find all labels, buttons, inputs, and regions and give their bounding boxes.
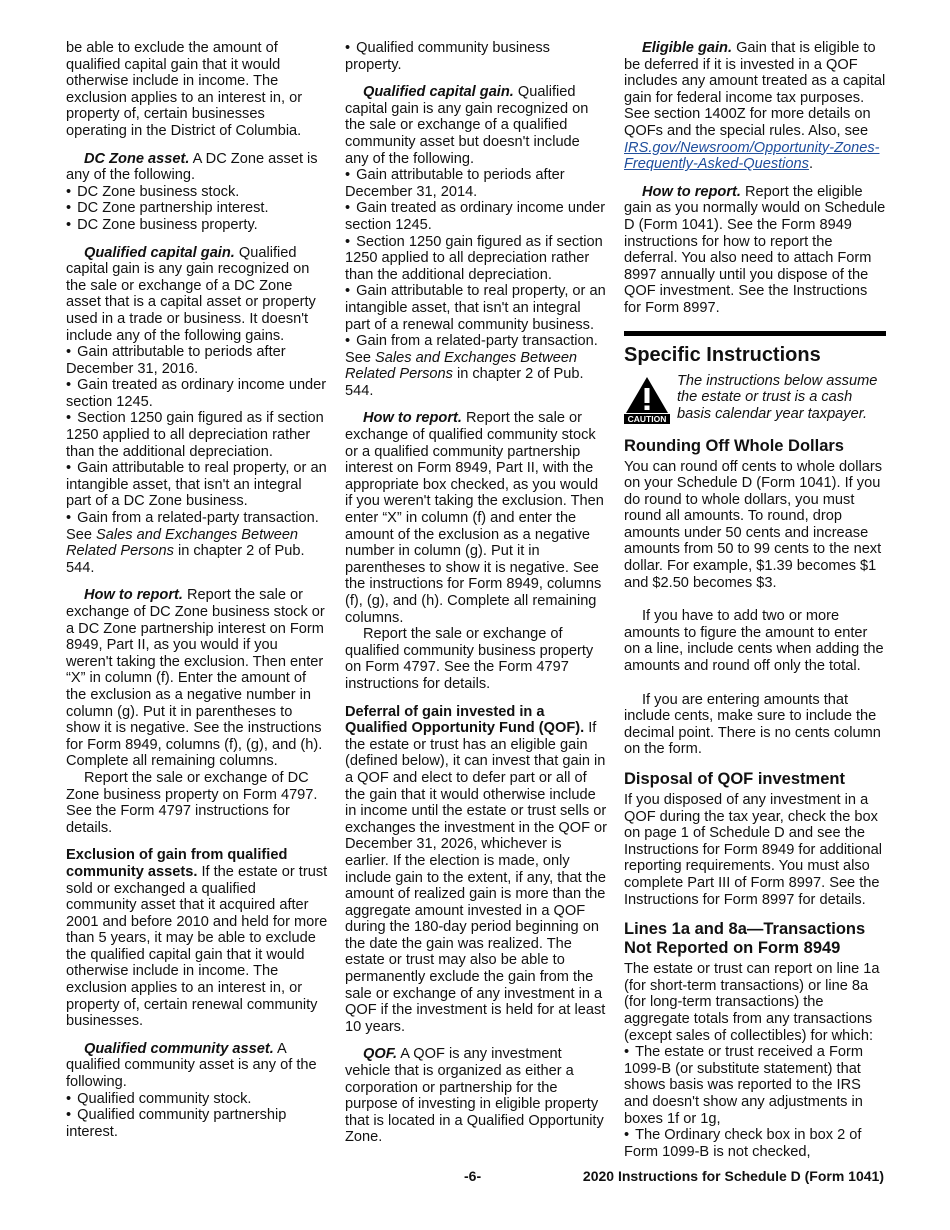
list-item [66, 217, 328, 234]
bullet-icon: • [66, 1090, 72, 1107]
page-number: -6- [464, 1168, 482, 1184]
bullet-icon: • [624, 1044, 630, 1061]
list-item-text: Gain from a related-party transaction. See [345, 333, 598, 366]
paragraph-text: A DC Zone asset is any of the following. [66, 150, 318, 184]
run-in-heading: QOF. [363, 1046, 398, 1063]
paragraph-how-to-report [66, 587, 328, 770]
bullet-icon: • [345, 283, 351, 300]
list-item [66, 377, 328, 410]
bullet-list [66, 344, 328, 576]
run-in-heading: Eligible gain. [642, 40, 733, 56]
paragraph-text: A qualified community asset is any of the following. [66, 1040, 317, 1091]
run-in-heading: Qualified community asset. [84, 1040, 274, 1057]
paragraph-text: If the estate or trust has an eligible gain (defined below), it can invest that gain in a QOF and elect to defer part or all of the gain that it would otherwise include in income until the estate or trust sells or exchanges the investment in the QOF or December 31, 2026, whichever is earlier. If the election is made, only include gain to the extent, if any, that the amount of realized gain is more than the aggregate amount invested in a QOF during the 180-day period beginning on the date the gain was realized. The estate or trust may also be able to permanently exclude the gain from the sale or exchange of any investment in a QOF if the investment is held for at least 10 years. [345, 720, 608, 1035]
paragraph-qof [345, 1046, 607, 1146]
list-item [345, 234, 607, 284]
list-item [66, 184, 328, 201]
list-item [66, 200, 328, 217]
column-2 [345, 40, 607, 1146]
paragraph-text: A QOF is any investment vehicle that is organized as either a corporation or partnership for the purpose of investing in eligible property that is located in a Qualified Opportunity Zone. [345, 1046, 604, 1146]
document-title-footer: 2020 Instructions for Schedule D (Form 1041) [582, 1168, 884, 1184]
bullet-list [66, 1091, 328, 1141]
run-in-heading: Qualified capital gain. [363, 84, 514, 101]
paragraph-text: Report the eligible gain as you normally would on Schedule D (Form 1041). See the Form 8949 instructions for how to report the deferral. You also need to attach Form 8997 annually until you dispose of the QOF investment. See the Instructions for Form 8997. [624, 183, 886, 316]
heading-disposal-of-qof: Disposal of QOF investment [624, 770, 845, 788]
heading-lines-1a-8a: Lines 1a and 8a—Transactions Not Reported on Form 8949 [624, 920, 866, 958]
list-item-text: DC Zone business stock. [77, 183, 240, 200]
publication-reference: Sales and Exchanges Between Related Persons [345, 349, 578, 383]
bullet-icon: • [345, 167, 351, 184]
bullet-list [66, 184, 328, 234]
paragraph-deferral-of-gain [345, 704, 607, 1036]
list-item-text: DC Zone partnership interest. [77, 200, 269, 217]
irs-opportunity-zones-link[interactable]: IRS.gov/Newsroom/Opportunity-Zones-Frequently-Asked-Questions [624, 139, 880, 173]
list-item-text: Gain attributable to real property, or an intangible asset, that isn't an integral part of a renewal community business. [345, 283, 606, 333]
paragraph-dc-zone-asset [66, 151, 328, 184]
paragraph: If you disposed of any investment in a QOF during the tax year, check the box on page 1 of Schedule D and see the Instructions for Form 8949 for additional reporting requirements. You must also complete Part III of Form 8997. See the Instructions for Form 8997 for details. [624, 792, 882, 908]
bullet-icon: • [66, 410, 72, 427]
paragraph-exclusion-of-gain [66, 847, 328, 1030]
bullet-icon: • [66, 377, 72, 394]
paragraph-text: Qualified capital gain is any gain recognized on the sale or exchange of a DC Zone asset that is a capital asset or property used in a trade or business. It doesn't include any of the following gains. [66, 244, 316, 344]
bullet-icon: • [66, 200, 72, 217]
list-item [624, 1044, 886, 1127]
list-item-text: Qualified community partnership interest. [66, 1107, 287, 1140]
list-item [66, 1107, 328, 1140]
paragraph-text: Report the sale or exchange of DC Zone business stock or a DC Zone partnership interest on Form 8949, Part II, as you would if you weren't taking the exclusion. Then enter “X” in column (f). Enter the amount of the exclusion as a negative number in column (g). Put it in parentheses to show it is negative. See the instructions for Form 8949, columns (f), (g), and (h). Complete all remaining columns. [66, 587, 325, 770]
list-item-text: Qualified community stock. [77, 1090, 252, 1107]
list-item [66, 460, 328, 510]
bullet-icon: • [345, 40, 351, 56]
bullet-icon: • [66, 216, 72, 233]
caution-label: CAUTION [627, 413, 667, 424]
bullet-list [345, 40, 607, 73]
list-item-text: Gain from a related-party transaction. See [66, 510, 319, 543]
section-divider [624, 331, 886, 336]
publication-reference: Sales and Exchanges Between Related Persons [66, 526, 299, 560]
paragraph: If you are entering amounts that include cents, make sure to include the decimal point. There is no cents column on the form. [624, 691, 881, 758]
bullet-list [624, 1044, 886, 1160]
list-item [345, 333, 607, 399]
heading-rounding: Rounding Off Whole Dollars [624, 436, 844, 455]
run-in-heading: How to report. [363, 410, 462, 427]
run-in-heading: DC Zone asset. [84, 150, 190, 167]
paragraph-qualified-community-asset [66, 1041, 328, 1091]
list-item-text: The estate or trust received a Form 1099-B (or substitute statement) that shows basis was reported to the IRS and doesn't show any adjustments in boxes 1f or 1g, [624, 1044, 864, 1127]
list-item-text: Gain attributable to periods after December 31, 2014. [345, 167, 565, 200]
list-item-text: in chapter 2 of Pub. 544. [345, 366, 584, 399]
paragraph: The estate or trust can report on line 1a (for short-term transactions) or line 8a (for long-term transactions) the aggregate totals from any transactions (except sales of collectibles) for which: [624, 961, 880, 1044]
list-item-text: in chapter 2 of Pub. 544. [66, 543, 305, 576]
bullet-icon: • [624, 1127, 630, 1144]
bullet-icon: • [345, 233, 351, 250]
list-item-text: DC Zone business property. [77, 216, 258, 233]
paragraph-eligible-gain [624, 40, 886, 173]
run-in-heading: How to report. [642, 183, 741, 200]
section-title-specific-instructions: Specific Instructions [624, 343, 821, 366]
bullet-icon: • [66, 1107, 72, 1124]
list-item-text: Qualified community business property. [345, 40, 550, 73]
column-1 [66, 40, 328, 1140]
list-item-text: The Ordinary check box in box 2 of Form 1099-B is not checked, [624, 1127, 862, 1160]
caution-icon [624, 375, 670, 425]
paragraph: Report the sale or exchange of qualified community business property on Form 4797. See the Form 4797 instructions for details. [345, 626, 594, 692]
bullet-icon: • [66, 344, 72, 361]
paragraph-text: Gain that is eligible to be deferred if it is invested in a QOF includes any amount treated as a capital gain for federal income tax purposes. See section 1400Z for more details on QOFs and the special rules. Also, see [624, 40, 886, 139]
column-3 [624, 40, 886, 1160]
list-item [345, 40, 607, 73]
run-in-heading: Qualified capital gain. [84, 244, 235, 261]
paragraph: Report the sale or exchange of DC Zone business property on Form 4797. See the Form 4797 instructions for details. [66, 769, 318, 836]
paragraph-qualified-capital-gain [66, 245, 328, 345]
list-item-text: Gain attributable to periods after December 31, 2016. [66, 344, 286, 377]
list-item-text: Section 1250 gain figured as if section 1250 applied to all depreciation rather than the additional depreciation. [66, 410, 324, 460]
list-item [66, 1091, 328, 1108]
paragraph-how-to-report [345, 410, 607, 626]
list-item [345, 167, 607, 200]
list-item [624, 1127, 886, 1160]
list-item-text: Gain treated as ordinary income under section 1245. [66, 377, 327, 410]
run-in-heading: How to report. [84, 587, 183, 604]
paragraph-text: Qualified capital gain is any gain recognized on the sale or exchange of a qualified community asset but doesn't include any of the following. [345, 84, 589, 167]
paragraph-text: . [808, 156, 813, 173]
paragraph-how-to-report [624, 184, 886, 317]
paragraph-text: Report the sale or exchange of qualified community stock or a qualified community partnership interest on Form 8949, Part II, with the appropriate box checked, as you would if you weren't taking the exclusion. Then enter “X” in column (f) and enter the amount of the exclusion as a negative number in column (g). Put it in parentheses to show it is negative. See the instructions for Form 8949, columns (f), (g), and (h). Complete all remaining columns. [345, 410, 604, 626]
paragraph-text: If the estate or trust sold or exchanged a qualified community asset that it acquired after 2001 and before 2010 and held for more than 5 years, it may be able to exclude the qualified capital gain that it would otherwise include in income. The exclusion applies to an interest in, or property of, certain renewal community businesses. [66, 863, 328, 1030]
list-item-text: Gain treated as ordinary income under section 1245. [345, 200, 606, 233]
paragraph: If you have to add two or more amounts to figure the amount to enter on a line, include cents when adding the amounts and round off only the total. [624, 608, 884, 675]
caution-text: The instructions below assume the estate or trust is a cash basis calendar year taxpayer. [677, 372, 878, 422]
list-item [66, 344, 328, 377]
bullet-icon: • [66, 510, 72, 527]
list-item-text: Section 1250 gain figured as if section 1250 applied to all depreciation rather than the additional depreciation. [345, 233, 603, 283]
paragraph: You can round off cents to whole dollars on your Schedule D (Form 1041). If you do round to whole dollars, you must round all amounts. To round, drop amounts under 50 cents and increase amounts from 50 to 99 cents to the next dollar. For example, $1.39 becomes $1 and $2.50 becomes $3. [624, 458, 882, 591]
bullet-icon: • [345, 333, 351, 350]
list-item [66, 410, 328, 460]
caution-note [624, 373, 886, 425]
bullet-icon: • [345, 200, 351, 217]
list-item [345, 283, 607, 333]
bullet-icon: • [66, 183, 72, 200]
list-item-text: Gain attributable to real property, or an intangible asset, that isn't an integral part of a DC Zone business. [66, 460, 327, 510]
paragraph: be able to exclude the amount of qualified capital gain that it would otherwise include in income. The exclusion applies to an interest in, or property of, certain businesses operating in the District of Columbia. [66, 40, 303, 139]
run-in-heading: Deferral of gain invested in a Qualified Opportunity Fund (QOF). [345, 703, 585, 737]
paragraph-qualified-capital-gain [345, 84, 607, 167]
bullet-list [345, 167, 607, 399]
list-item [66, 510, 328, 576]
list-item [345, 200, 607, 233]
run-in-heading: Exclusion of gain from qualified community assets. [66, 847, 288, 880]
bullet-icon: • [66, 460, 72, 477]
